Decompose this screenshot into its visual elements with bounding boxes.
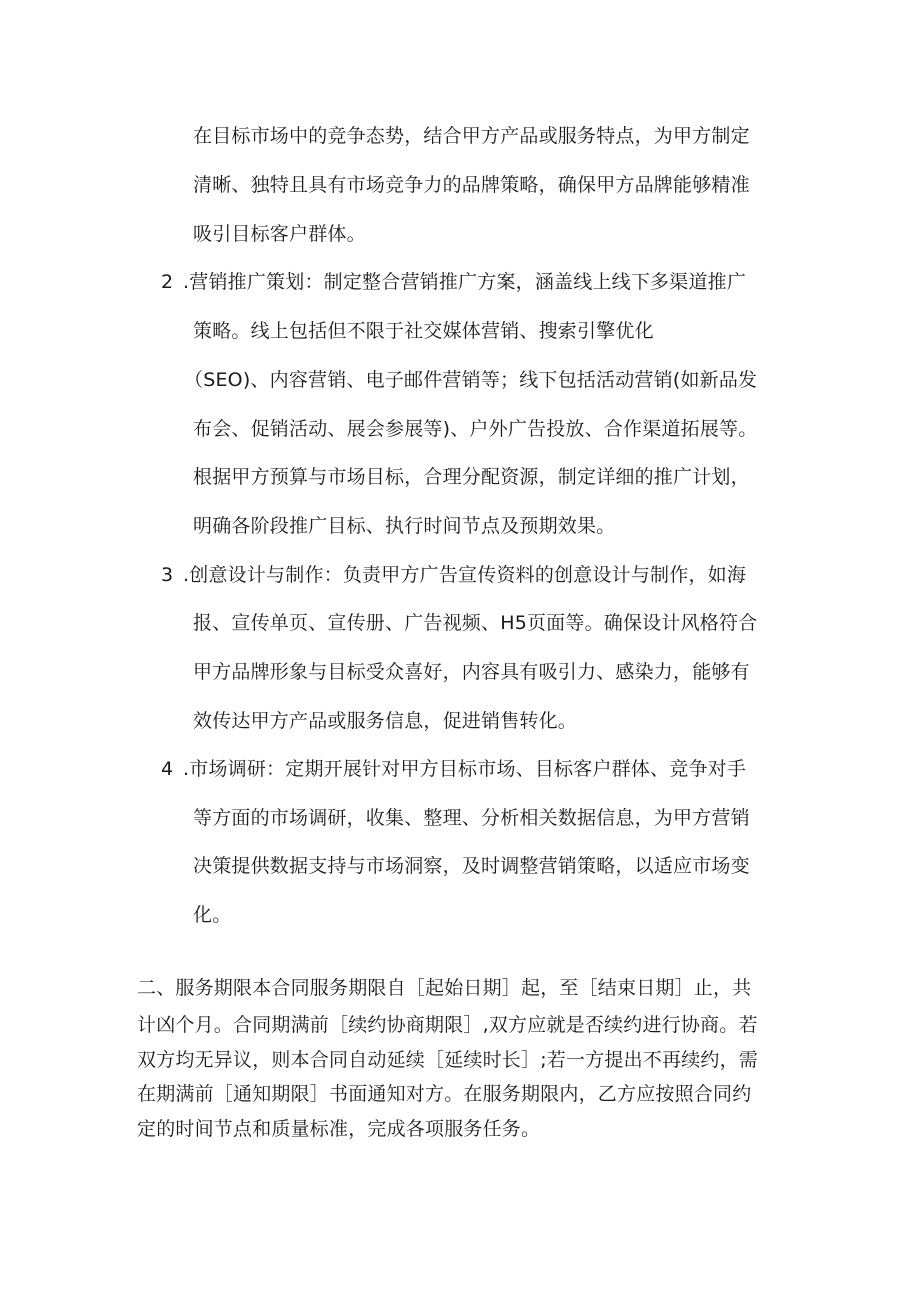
text-line: 明确各阶段推广目标、执行时间节点及预期效果。 [193,515,616,537]
text-line: 布会、促销活动、展会参展等)、户外广告投放、合作渠道拓展等。 [193,418,758,440]
text-line: 决策提供数据支持与市场洞察，及时调整营销策略，以适应市场变 [193,855,750,877]
list-item-number: 3 [161,564,174,586]
text-line: .营销推广策划：制定整合营销推广方案，涵盖线上线下多渠道推广 [183,271,747,293]
text-line: 化。 [193,904,232,926]
text-line: 在目标市场中的竞争态势，结合甲方产品或服务特点，为甲方制定 [193,125,750,147]
text-line: 双方均无异议，则本合同自动延续［延续时长］;若一方提出不再续约，需 [137,1049,759,1071]
text-line: 计凶个月。合同期满前［续约协商期限］,双方应就是否续约进行协商。若 [137,1014,758,1036]
text-line: 根据甲方预算与市场目标，合理分配资源，制定详细的推广计划， [193,466,750,488]
text-line: .市场调研：定期开展针对甲方目标市场、目标客户群体、竞争对手 [183,758,747,780]
text-line: 清晰、独特且具有市场竞争力的品牌策略，确保甲方品牌能够精准 [193,174,750,196]
text-line: 策略。线上包括但不限于社交媒体营销、搜索引擎优化 [193,320,654,342]
text-line: 定的时间节点和质量标准，完成各项服务任务。 [137,1118,541,1140]
text-line: （SEO)、内容营销、电子邮件营销等；线下包括活动营销(如新品发 [184,369,758,391]
text-line: 报、宣传单页、宣传册、广告视频、H5页面等。确保设计风格符合 [193,612,758,634]
section-heading-line: 二、服务期限本合同服务期限自［起始日期］起，至［结束日期］止，共 [137,977,752,999]
list-item-number: 2 [161,271,174,293]
text-line: 吸引目标客户群体。 [193,223,366,245]
text-line: 等方面的市场调研，收集、整理、分析相关数据信息，为甲方营销 [193,807,750,829]
text-line: 效传达甲方产品或服务信息，促进销售转化。 [193,710,578,732]
text-line: 甲方品牌形象与目标受众喜好，内容具有吸引力、感染力，能够有 [193,661,750,683]
list-item-number: 4 [161,758,174,780]
text-line: 在期满前［通知期限］书面通知对方。在服务期限内，乙方应按照合同约 [137,1083,752,1105]
text-line: .创意设计与制作：负责甲方广告宣传资料的创意设计与制作，如海 [183,564,747,586]
